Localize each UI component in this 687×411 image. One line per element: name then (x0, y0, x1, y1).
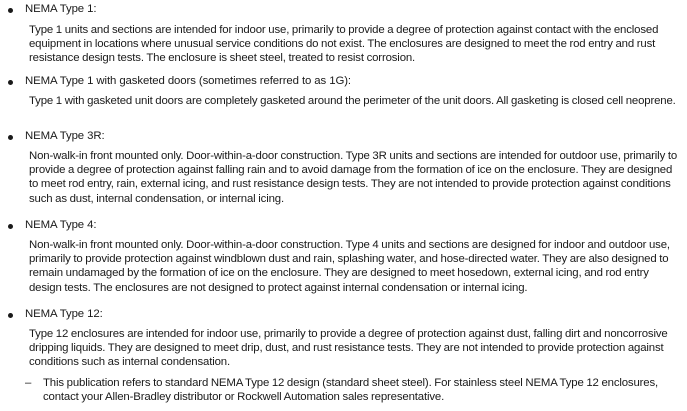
item-body: Type 1 units and sections are intended for indoor use, primarily to provide a degree of protection against contact with the enclosed equipment in locations where unusual service conditions do not exist. The enclosures are designed to meet the rod entry and rust resistance design tests. The enclosure is sheet steel, treated to resist corrosion. (29, 24, 659, 65)
item-body: Non-walk-in front mounted only. Door-within-a-door construction. Type 4 units and sections are designed for indoor and outdoor use, primarily to provide protection against windblown dust and rain, splashing water, and hose-directed water. They are also designed to remain undamaged by the formation of ice on the enclosure. They are designed to meet hosedown, external icing, and rod entry design tests. The enclosures are not designed to protect against internal condensation or internal icing. (29, 239, 670, 294)
bullet-icon (8, 313, 13, 318)
item-body: Type 1 with gasketed unit doors are completely gasketed around the perimeter of the unit doors. All gasketing is closed cell neoprene. (29, 95, 676, 107)
item-body: Non-walk-in front mounted only. Door-within-a-door construction. Type 3R units and sections are intended for outdoor use, primarily to provide a degree of protection against falling rain and to avoid damage from the formation of ice on the enclosure. They are designed to meet rod entry, rain, external icing, and rust resistance design tests. They are not intended to provide protection against conditions such as dust, internal condensation, or internal icing. (29, 150, 678, 205)
bullet-icon (8, 135, 13, 140)
sub-note-text: This publication refers to standard NEMA Type 12 design (standard sheet steel). For stainless steel NEMA Type 12 enclosures, contact your Allen-Bradley distributor or Rockwell Automation sales representative. (43, 377, 659, 404)
bullet-icon (8, 8, 13, 13)
item-heading: NEMA Type 1: (25, 3, 97, 15)
item-heading: NEMA Type 3R: (25, 130, 105, 142)
item-heading: NEMA Type 4: (25, 219, 97, 231)
bullet-icon (8, 80, 13, 85)
item-heading: NEMA Type 12: (25, 308, 103, 320)
item-body: Type 12 enclosures are intended for indoor use, primarily to provide a degree of protection against dust, falling dirt and noncorrosive dripping liquids. They are designed to meet drip, dust, and rust resistance tests. They are not intended to provide protection against conditions such as internal condensation. (29, 328, 668, 369)
dash-marker: – (25, 377, 32, 389)
item-heading: NEMA Type 1 with gasketed doors (sometimes referred to as 1G): (25, 75, 351, 87)
bullet-icon (8, 224, 13, 229)
